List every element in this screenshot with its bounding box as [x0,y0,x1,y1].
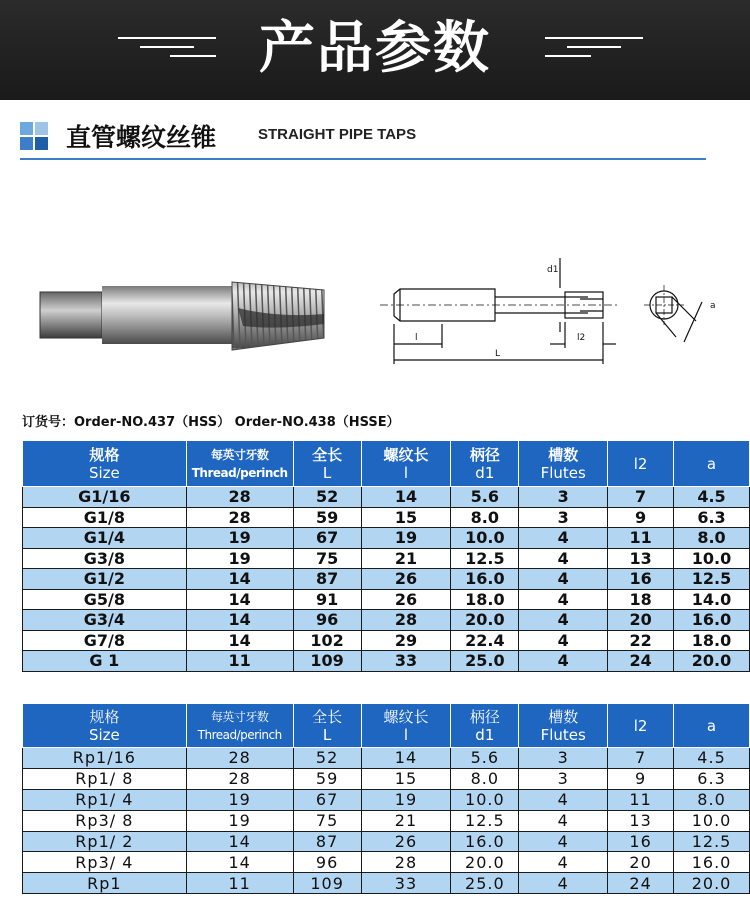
cell-tpi: 11 [186,873,293,894]
cell-size: Rp3/ 8 [23,810,187,831]
cell-length: 96 [293,610,361,631]
label-l2: l2 [577,333,586,343]
tap-photo [38,268,338,358]
header-size: 规格 Size [23,704,187,748]
cell-thread-length: 14 [361,487,451,508]
cell-flutes: 4 [519,852,608,873]
cell-size: G7/8 [23,630,187,651]
cell-l2: 7 [608,487,674,508]
table-row [23,768,750,789]
cell-thread-length: 29 [361,630,451,651]
cell-tpi: 19 [186,528,293,549]
table-row [23,630,750,651]
table-row [23,589,750,610]
section-title: 直管螺纹丝锥 [66,123,217,152]
order-number-line: 订货号：Order-NO.437（HSS） Order-NO.438（HSSE） [22,415,400,430]
cell-thread-length: 15 [361,507,451,528]
cell-length: 52 [293,748,361,769]
header-length: 全长 L [293,441,361,487]
header-a: a [674,704,750,748]
cell-length: 102 [293,630,361,651]
cell-shank-dia: 12.5 [451,548,519,569]
header-thread-length: 螺纹长 l [361,441,451,487]
cell-a: 10.0 [674,810,750,831]
cell-tpi: 14 [186,569,293,590]
cell-flutes: 4 [519,630,608,651]
cell-thread-length: 28 [361,610,451,631]
header-thread-length: 螺纹长 l [361,704,451,748]
cell-l2: 20 [608,852,674,873]
cell-tpi: 11 [186,651,293,672]
tap-drawing [380,252,725,372]
cell-flutes: 4 [519,569,608,590]
cell-thread-length: 26 [361,589,451,610]
section-divider [20,158,706,160]
cell-size: Rp1/16 [23,748,187,769]
cell-thread-length: 26 [361,831,451,852]
cell-a: 12.5 [674,831,750,852]
cell-a: 18.0 [674,630,750,651]
header-flutes: 槽数 Flutes [519,704,608,748]
table-row [23,548,750,569]
cell-l2: 22 [608,630,674,651]
table-row [23,569,750,590]
cell-thread-length: 26 [361,569,451,590]
cell-tpi: 28 [186,487,293,508]
cell-thread-length: 15 [361,768,451,789]
table-row [23,610,750,631]
table-row [23,748,750,769]
cell-length: 75 [293,548,361,569]
cell-flutes: 3 [519,748,608,769]
cell-thread-length: 33 [361,651,451,672]
cell-length: 67 [293,789,361,810]
cell-length: 87 [293,569,361,590]
table-header-row [23,704,750,748]
header-size: 规格 Size [23,441,187,487]
cell-flutes: 4 [519,610,608,631]
cell-shank-dia: 25.0 [451,873,519,894]
cell-a: 10.0 [674,548,750,569]
cell-length: 96 [293,852,361,873]
cell-tpi: 14 [186,852,293,873]
header-shank-dia: 柄径 d1 [451,704,519,748]
header-a: a [674,441,750,487]
cell-l2: 24 [608,873,674,894]
cell-tpi: 19 [186,789,293,810]
table-header-row [23,441,750,487]
cell-a: 6.3 [674,768,750,789]
cell-l2: 11 [608,528,674,549]
cell-shank-dia: 8.0 [451,507,519,528]
cell-flutes: 3 [519,487,608,508]
cell-shank-dia: 5.6 [451,748,519,769]
cell-tpi: 28 [186,507,293,528]
cell-a: 8.0 [674,789,750,810]
cell-l2: 9 [608,768,674,789]
table-row [23,487,750,508]
cell-l2: 16 [608,569,674,590]
cell-length: 109 [293,873,361,894]
cell-a: 16.0 [674,610,750,631]
cell-tpi: 19 [186,548,293,569]
cell-thread-length: 14 [361,748,451,769]
header-flutes: 槽数 Flutes [519,441,608,487]
cell-length: 109 [293,651,361,672]
cell-size: Rp1/ 4 [23,789,187,810]
cell-a: 12.5 [674,569,750,590]
cell-flutes: 4 [519,651,608,672]
cell-l2: 13 [608,810,674,831]
cell-flutes: 4 [519,831,608,852]
cell-flutes: 3 [519,768,608,789]
cell-l2: 20 [608,610,674,631]
label-L: L [495,349,501,359]
cell-size: Rp1/ 2 [23,831,187,852]
cell-a: 14.0 [674,589,750,610]
table-row [23,528,750,549]
cell-size: Rp1/ 8 [23,768,187,789]
header-tpi: 每英寸牙数 Thread/perinch [186,704,293,748]
cell-size: G3/4 [23,610,187,631]
table-row [23,507,750,528]
cell-tpi: 28 [186,748,293,769]
cell-length: 59 [293,507,361,528]
cell-shank-dia: 20.0 [451,610,519,631]
cell-shank-dia: 20.0 [451,852,519,873]
cell-length: 67 [293,528,361,549]
header-tpi: 每英寸牙数 Thread/perinch [186,441,293,487]
label-a: a [710,301,716,311]
cell-thread-length: 19 [361,789,451,810]
cell-flutes: 4 [519,810,608,831]
cell-thread-length: 21 [361,548,451,569]
cell-tpi: 14 [186,589,293,610]
cell-thread-length: 28 [361,852,451,873]
cell-thread-length: 19 [361,528,451,549]
cell-tpi: 28 [186,768,293,789]
cell-shank-dia: 10.0 [451,789,519,810]
spec-table-g [22,440,750,672]
cell-length: 75 [293,810,361,831]
cell-thread-length: 33 [361,873,451,894]
table-row [23,873,750,894]
cell-size: G 1 [23,651,187,672]
cell-shank-dia: 5.6 [451,487,519,508]
cell-a: 20.0 [674,873,750,894]
banner [0,0,750,100]
cell-flutes: 4 [519,789,608,810]
cell-thread-length: 21 [361,810,451,831]
cell-length: 87 [293,831,361,852]
cell-a: 4.5 [674,487,750,508]
squares-icon [20,122,48,150]
cell-l2: 18 [608,589,674,610]
cell-a: 20.0 [674,651,750,672]
cell-length: 52 [293,487,361,508]
cell-l2: 9 [608,507,674,528]
cell-shank-dia: 25.0 [451,651,519,672]
cell-tpi: 14 [186,831,293,852]
table-row [23,651,750,672]
header-length: 全长 L [293,704,361,748]
cell-size: G5/8 [23,589,187,610]
cell-l2: 7 [608,748,674,769]
cell-l2: 13 [608,548,674,569]
banner-deco-right [545,37,643,67]
table-row [23,831,750,852]
cell-flutes: 4 [519,873,608,894]
cell-flutes: 3 [519,507,608,528]
cell-size: Rp1 [23,873,187,894]
table-row [23,789,750,810]
cell-size: G1/2 [23,569,187,590]
cell-size: G1/4 [23,528,187,549]
cell-l2: 24 [608,651,674,672]
cell-tpi: 19 [186,810,293,831]
cell-flutes: 4 [519,548,608,569]
section-subtitle: STRAIGHT PIPE TAPS [258,126,417,143]
cell-shank-dia: 12.5 [451,810,519,831]
cell-size: G1/8 [23,507,187,528]
cell-flutes: 4 [519,528,608,549]
cell-shank-dia: 22.4 [451,630,519,651]
cell-shank-dia: 8.0 [451,768,519,789]
cell-a: 4.5 [674,748,750,769]
cell-a: 16.0 [674,852,750,873]
cell-tpi: 14 [186,610,293,631]
cell-size: Rp3/ 4 [23,852,187,873]
spec-table-rp [22,703,750,894]
label-d1: d1 [547,265,559,275]
cell-shank-dia: 18.0 [451,589,519,610]
label-l: l [415,333,418,343]
cell-shank-dia: 16.0 [451,831,519,852]
table-row [23,852,750,873]
cell-l2: 16 [608,831,674,852]
cell-flutes: 4 [519,589,608,610]
cell-shank-dia: 10.0 [451,528,519,549]
cell-size: G1/16 [23,487,187,508]
cell-shank-dia: 16.0 [451,569,519,590]
cell-l2: 11 [608,789,674,810]
cell-size: G3/8 [23,548,187,569]
cell-a: 8.0 [674,528,750,549]
header-l2: l2 [608,704,674,748]
cell-a: 6.3 [674,507,750,528]
cell-length: 59 [293,768,361,789]
cell-tpi: 14 [186,630,293,651]
table-row [23,810,750,831]
banner-title: 产品参数 [259,16,491,81]
header-l2: l2 [608,441,674,487]
header-shank-dia: 柄径 d1 [451,441,519,487]
cell-length: 91 [293,589,361,610]
